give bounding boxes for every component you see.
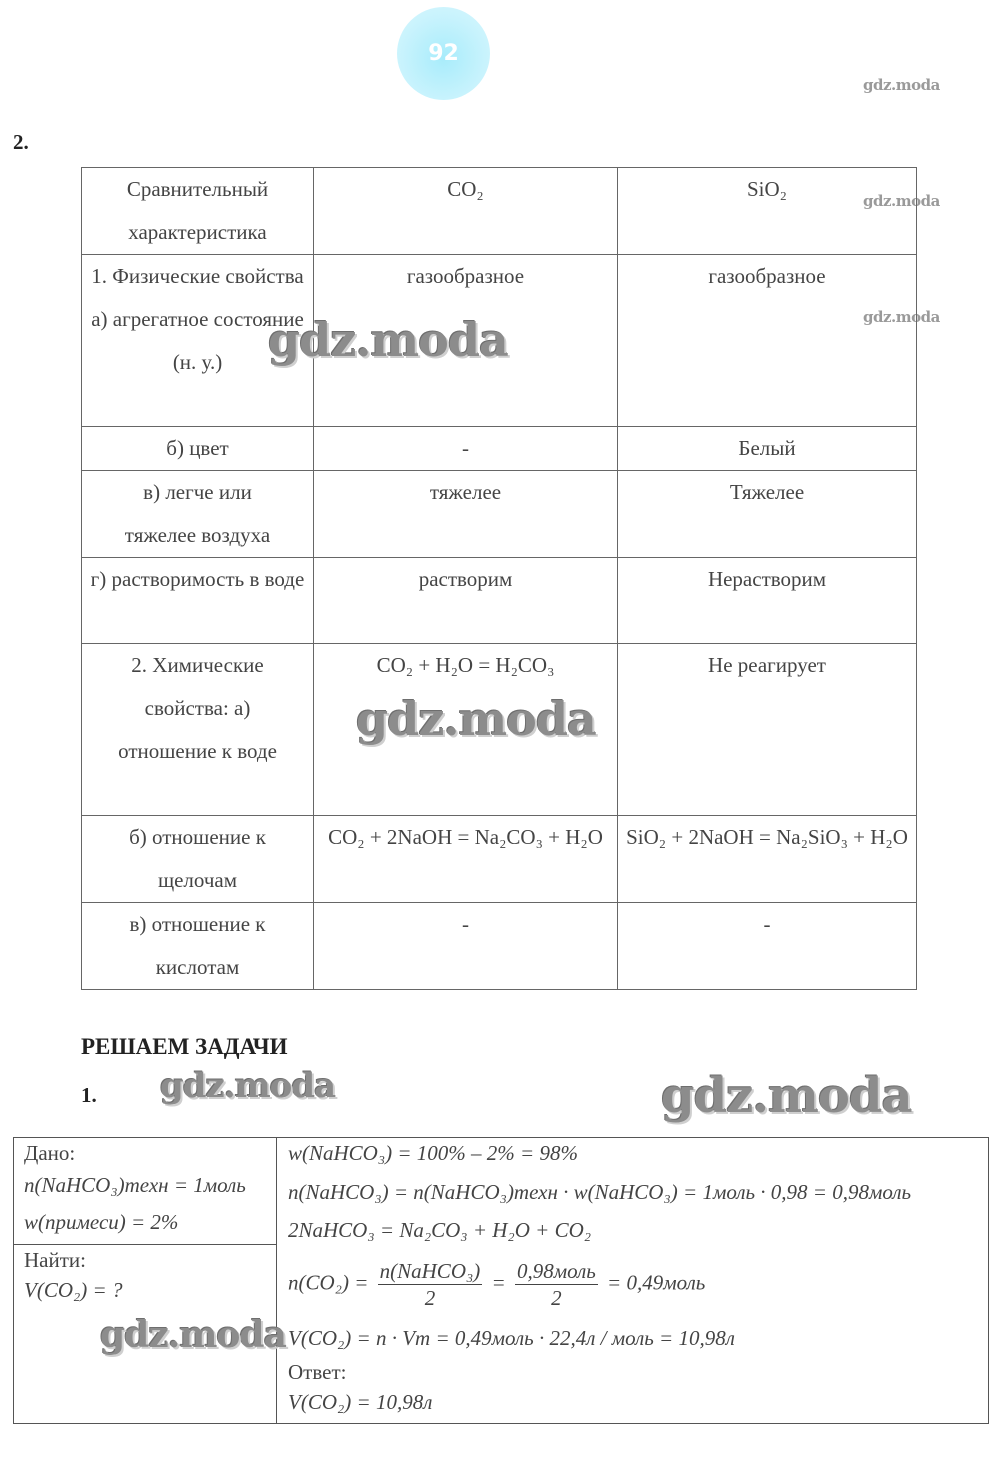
page-number-badge: 92 bbox=[397, 7, 490, 100]
sio2-cell: Нерастворим bbox=[618, 558, 917, 644]
header-cell: Сравнительный характеристика bbox=[82, 168, 314, 255]
fraction bbox=[515, 1258, 598, 1311]
watermark: gdz.moda bbox=[863, 308, 940, 326]
exercise-number: 2. bbox=[13, 130, 29, 154]
volume-line: V(CO₂) = n · Vm = 0,49моль · 22,4л / моль = 10,98л bbox=[288, 1326, 735, 1350]
find-value: V(CO₂) = ? bbox=[24, 1278, 123, 1302]
sio2-cell: Белый bbox=[618, 427, 917, 471]
sio2-cell: SiO₂ + 2NaOH = Na₂SiO₃ + H₂O bbox=[618, 816, 917, 903]
co2-cell: CO₂ + 2NaOH = Na₂CO₃ + H₂O bbox=[314, 816, 618, 903]
row-label: 2. Химические свойства: а) отношение к воде bbox=[82, 644, 314, 816]
co2-cell: растворим bbox=[314, 558, 618, 644]
fraction-equation bbox=[288, 1258, 705, 1311]
answer-label: Ответ: bbox=[288, 1360, 347, 1384]
watermark: gdz.moda bbox=[100, 1314, 286, 1356]
table-header-row bbox=[82, 168, 917, 255]
fraction bbox=[378, 1258, 483, 1311]
co2-cell: тяжелее bbox=[314, 471, 618, 558]
sio2-cell: Тяжелее bbox=[618, 471, 917, 558]
row-label: б) цвет bbox=[82, 427, 314, 471]
fraction-denominator: 2 bbox=[551, 1286, 562, 1310]
fraction-lhs: n(CO₂) = bbox=[288, 1270, 369, 1295]
solution-line: 2NaHCO₃ = Na₂CO₃ + H₂O + CO₂ bbox=[288, 1218, 592, 1242]
answer-value: V(CO₂) = 10,98л bbox=[288, 1390, 433, 1414]
watermark: gdz.moda bbox=[356, 692, 596, 746]
co2-cell: - bbox=[314, 427, 618, 471]
table-row bbox=[82, 471, 917, 558]
task-number: 1. bbox=[81, 1083, 97, 1107]
row-label: в) отношение к кислотам bbox=[82, 903, 314, 990]
sio2-cell: газообразное bbox=[618, 255, 917, 427]
fraction-numerator: n(NaHCO₃) bbox=[379, 1259, 481, 1283]
table-row bbox=[82, 427, 917, 471]
equals-sign: = bbox=[491, 1270, 506, 1295]
watermark: gdz.moda bbox=[661, 1068, 912, 1124]
header-cell: SiO₂ bbox=[618, 168, 917, 255]
given-item: w(примеси) = 2% bbox=[24, 1210, 179, 1234]
table-row bbox=[82, 903, 917, 990]
solution-line: n(NaHCO₃) = n(NaHCO₃)техн · w(NaHCO₃) = 1моль · 0,98 = 0,98моль bbox=[288, 1180, 912, 1204]
solution-line: w(NaHCO₃) = 100% – 2% = 98% bbox=[288, 1141, 578, 1165]
fraction-denominator: 2 bbox=[424, 1286, 436, 1310]
comparison-table bbox=[81, 167, 917, 990]
header-cell: CO₂ bbox=[314, 168, 618, 255]
task-solution-box bbox=[13, 1137, 989, 1424]
watermark: gdz.moda bbox=[268, 313, 508, 367]
fraction-numerator: 0,98моль bbox=[516, 1259, 596, 1283]
sio2-cell: - bbox=[618, 903, 917, 990]
find-label: Найти: bbox=[24, 1248, 86, 1272]
co2-cell: CO₂ + H₂O = H₂CO₃ bbox=[314, 644, 618, 816]
given-label: Дано: bbox=[24, 1141, 76, 1165]
sio2-cell: Не реагирует bbox=[618, 644, 917, 816]
fraction-result: = 0,49моль bbox=[607, 1270, 706, 1295]
row-label: в) легче или тяжелее воздуха bbox=[82, 471, 314, 558]
watermark: gdz.moda bbox=[863, 76, 940, 94]
row-label: 1. Физические свойства а) агрегатное состояние (н. у.) bbox=[82, 255, 314, 427]
section-title: РЕШАЕМ ЗАДАЧИ bbox=[81, 1034, 288, 1059]
table-row bbox=[82, 558, 917, 644]
watermark: gdz.moda bbox=[863, 192, 940, 210]
co2-cell: - bbox=[314, 903, 618, 990]
watermark: gdz.moda bbox=[160, 1066, 336, 1106]
co2-cell: газообразное bbox=[314, 255, 618, 427]
row-label: г) растворимость в воде bbox=[82, 558, 314, 644]
row-label: б) отношение к щелочам bbox=[82, 816, 314, 903]
table-row bbox=[82, 816, 917, 903]
given-item: n(NaHCO₃)техн = 1моль bbox=[24, 1173, 246, 1197]
